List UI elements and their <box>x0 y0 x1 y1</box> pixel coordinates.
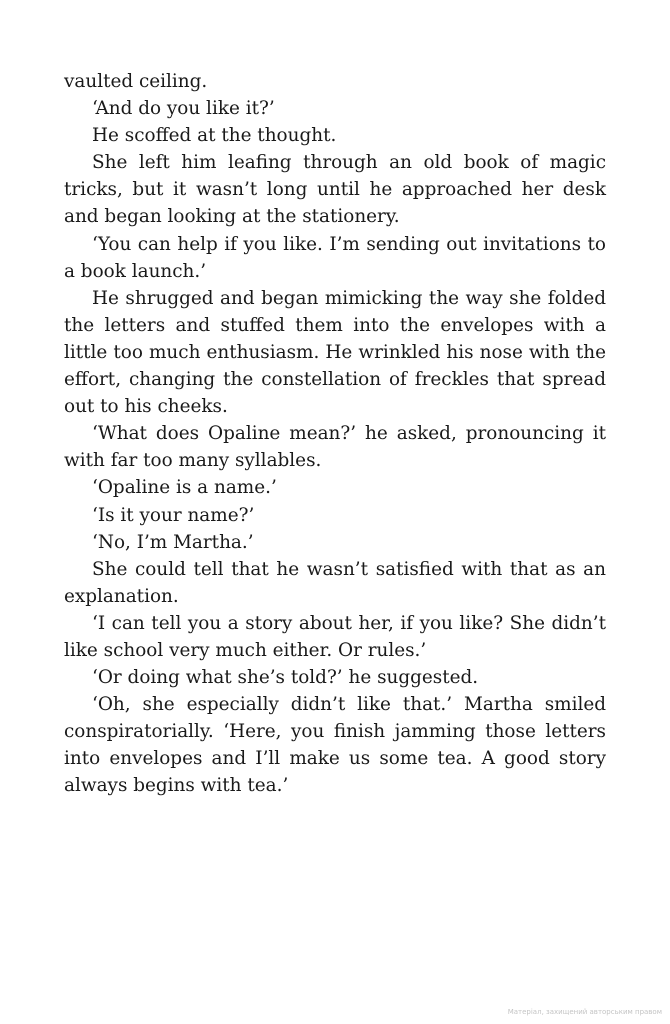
paragraph: ‘I can tell you a story about her, if you like? She didn’t like school very much either. Or rules.’ <box>64 612 606 661</box>
page-body-text <box>64 68 606 800</box>
paragraph: ‘Is it your name?’ <box>92 504 255 526</box>
copyright-watermark: Матеріал, захищений авторським правом <box>507 1008 662 1016</box>
paragraph: She could tell that he wasn’t satisfied with that as an explanation. <box>64 558 606 607</box>
paragraph: ‘Or doing what she’s told?’ he suggested. <box>92 667 479 689</box>
paragraph: ‘And do you like it?’ <box>92 98 275 120</box>
paragraph: ‘What does Opaline mean?’ he asked, pronouncing it with far too many syllables. <box>64 423 606 472</box>
paragraph: ‘Opaline is a name.’ <box>92 477 277 499</box>
paragraph: ‘No, I’m Martha.’ <box>92 531 254 553</box>
paragraph: He shrugged and began mimicking the way she folded the letters and stuffed them into the envelopes with a little too much enthusiasm. He wrinkled his nose with the effort, changing the constellation of freckles that spread out to his cheeks. <box>64 287 606 418</box>
paragraph: ‘You can help if you like. I’m sending out invitations to a book launch.’ <box>64 233 606 282</box>
paragraph: She left him leafing through an old book of magic tricks, but it wasn’t long until he approached her desk and began looking at the stationery. <box>64 152 606 228</box>
paragraph: He scoffed at the thought. <box>92 125 337 147</box>
paragraph: ‘Oh, she especially didn’t like that.’ Martha smiled conspiratorially. ‘Here, you finish jamming those letters into envelopes and I’ll make us some tea. A good story always begins with tea.’ <box>64 694 606 797</box>
paragraph-continuation: vaulted ceiling. <box>64 71 208 92</box>
